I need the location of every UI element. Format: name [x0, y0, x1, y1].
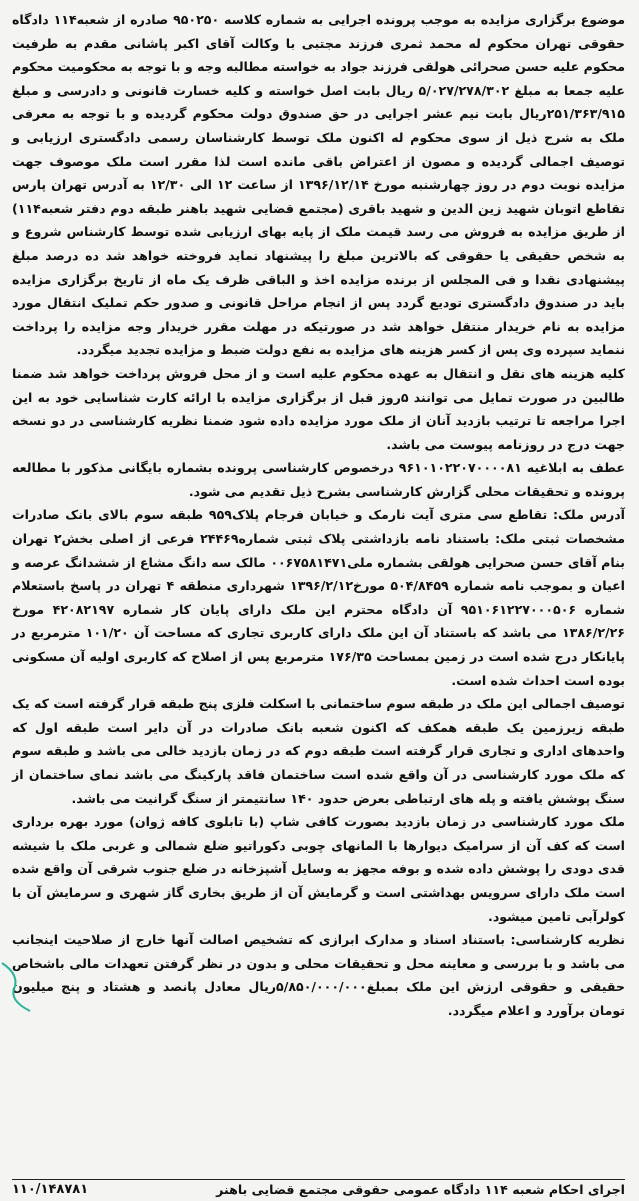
notice-footer [12, 1179, 625, 1197]
property-address-paragraph: آدرس ملک: تقاطع سی متری آیت نارمک و خیابان فرجام پلاک۹۵۹ طبقه سوم بالای بانک صادرات مشخصات ثبتی ملک: باستناد نامه بازداشتی پلاک ثبتی شماره۲۴۴۶۹ فرعی از اصلی بخش۲ تهران بنام آقای حسن صحرایی هولقی بشماره ملی۰۰۶۷۵۸۱۴۷۱ مالک سه دانگ مشاع از ششدانگ عرصه و اعیان و بموجب نامه شماره ۵۰۴/۸۴۵۹ مورخ۱۳۹۶/۲/۱۲ شهرداری منطقه ۴ تهران در پاسخ باستعلام شماره ۹۵۱۰۶۱۲۲۷۰۰۰۵۰۶ آن دادگاه محترم این ملک دارای پایان کار شماره ۴۲۰۸۲۱۹۷ مورخ ۱۳۸۶/۲/۲۶ می باشد که باستناد آن این ملک دارای کاربری تجاری که مساحت آن ۱۰۱/۲۰ مترمربع در پایانکار درج شده است در زمین بمساحت ۱۷۶/۳۵ مترمربع پس از اصلاح که کاربری اولیه آن مسکونی بوده است احداث شده است. [12, 507, 626, 688]
pen-mark-icon [0, 955, 40, 1015]
auction-notice-paragraph: موضوع برگزاری مزایده به موجب پرونده اجرایی به شماره کلاسه ۹۵۰۲۵۰ صادره از شعبه۱۱۴ دادگاه حقوقی تهران محکوم له محمد ثمری فرزند مجتبی با وکالت آقای اکبر پاشانی مقدم به طرفیت محکوم علیه حسن صحرائی هولقی فرزند جواد به خواسته مطالبه وجه و با توجه به محکومیت محکوم علیه جمعا به مبلغ ۵/۰۲۷/۲۷۸/۳۰۲ ریال بابت اصل خواسته و کلیه خسارت قانونی و دادرسی و مبلغ ۲۵۱/۳۶۳/۹۱۵ریال بابت نیم عشر اجرایی در حق صندوق دولت محکوم گردیده و با توجه به معرفی ملک به شرح ذیل از سوی محکوم له اکنون ملک توسط کارشناسان رسمی دادگستری ارزیابی و توصیف اجمالی گردیده و مصون از اعتراض باقی مانده است لذا مقرر است ملک موصوف جهت مزایده نوبت دوم در روز چهارشنبه مورخ ۱۳۹۶/۱۲/۱۴ از ساعت ۱۲ الی ۱۲/۳۰ به آدرس تهران پارس تقاطع اتوبان شهید زین الدین و شهید باقری (مجتمع قضایی شهید باهنر طبقه دوم دفتر شعبه۱۱۴) از طریق مزایده به فروش می رسد قیمت ملک از پایه بهای ارزیابی شده توسط کارشناس شروع و به شخص حقیقی یا حقوقی که بالاترین مبلغ را پیشنهاد نماید فروخته خواهد شد ده درصد مبلغ پیشنهادی نقدا و فی المجلس از برنده مزایده اخذ و الباقی ظرف یک ماه از تاریخ برگزاری مزایده باید در صندوق دادگستری تودیع گردد پس از انجام مراحل قانونی و صدور حکم تملیک انتقال مورد مزایده به نام خریدار منتقل خواهد شد در صورتیکه در مهلت مقرر خریدار وجه مزایده را پرداخت ننماید سپرده وی پس از کسر هزینه های مزایده به نفع دولت ضبط و مزایده تجدید میگردد. [12, 12, 625, 358]
building-description-paragraph: توصیف اجمالی این ملک در طبقه سوم ساختمانی با اسکلت فلزی پنج طبقه قرار گرفته است که یک طبقه زیرزمین یک طبقه همکف که اکنون شعبه بانک صادرات در آن دایر است طبقه اول که واحدهای اداری و تجاری قرار گرفته است طبقه دوم که در زمان بازدید خالی می باشد و طبقه سوم که ملک مورد کارشناسی در آن واقع شده است ساختمان فاقد پارکینگ می باشد نمای ساختمان از سنگ پوشش یافته و پله های ارتباطی بعرض حدود ۱۴۰ سانتیمتر از سنگ گرانیت می باشد. [12, 696, 625, 806]
issuer-line: اجرای احکام شعبه ۱۱۴ دادگاه عمومی حقوقی مجتمع قضایی باهنر [216, 1182, 625, 1197]
costs-paragraph: کلیه هزینه های نقل و انتقال به عهده محکوم علیه است و از محل فروش پرداخت خواهد شد ضمنا طالبین در صورت تمایل می توانند ۵روز قبل از برگزاری مزایده با ارائه کارت شناسایی خود به این اجرا مراجعه تا ترتیب بازدید آنان از ملک مورد مزایده داده شود ضمنا نظریه کارشناسی در دو نسخه جهت درج در روزنامه پیوست می باشد. [12, 365, 626, 452]
expert-reference-paragraph: عطف به ابلاغیه ۹۶۱۰۱۰۲۲۰۷۰۰۰۰۸۱ درخصوص کارشناسی پرونده بشماره بایگانی مذکور با مطالعه پرونده و تحقیقات محلی گزارش کارشناسی بشرح ذیل تقدیم می شود. [12, 460, 625, 499]
expert-opinion-paragraph: نظریه کارشناسی: باستناد اسناد و مدارک ابرازی که تشخیص اصالت آنها خارج از صلاحیت اینجانب می باشد و با بررسی و معاینه محل و تحقیقات محلی و بدون در نظر گرفتن تعهدات مالی باشخاص حقیقی و حقوقی ارزش این ملک بمبلغ۵/۸۵۰/۰۰۰/۰۰۰ریال معادل پانصد و هشتاد و پنج میلیون تومان برآورد و اعلام میگردد. [12, 932, 625, 1018]
usage-description-paragraph: ملک مورد کارشناسی در زمان بازدید بصورت کافی شاپ (با تابلوی کافه ژوان) مورد بهره برداری است که کف آن از سرامیک دیوارها با المانهای چوبی دکوراتیو ضلع شمالی و غربی ملک با شیشه قدی دودی را پوشش داده شده و بوفه مجهز به وسایل آشپزخانه در ضلع جنوب شرقی آن واقع شده است ملک دارای سرویس بهداشتی است و گرمایش آن از طریق بخاری گاز شهری و سرمایش آن با کولرآبی تامین میشود. [12, 814, 625, 924]
notice-code: ۱۱۰/۱۴۸۷۸۱ [12, 1182, 89, 1197]
